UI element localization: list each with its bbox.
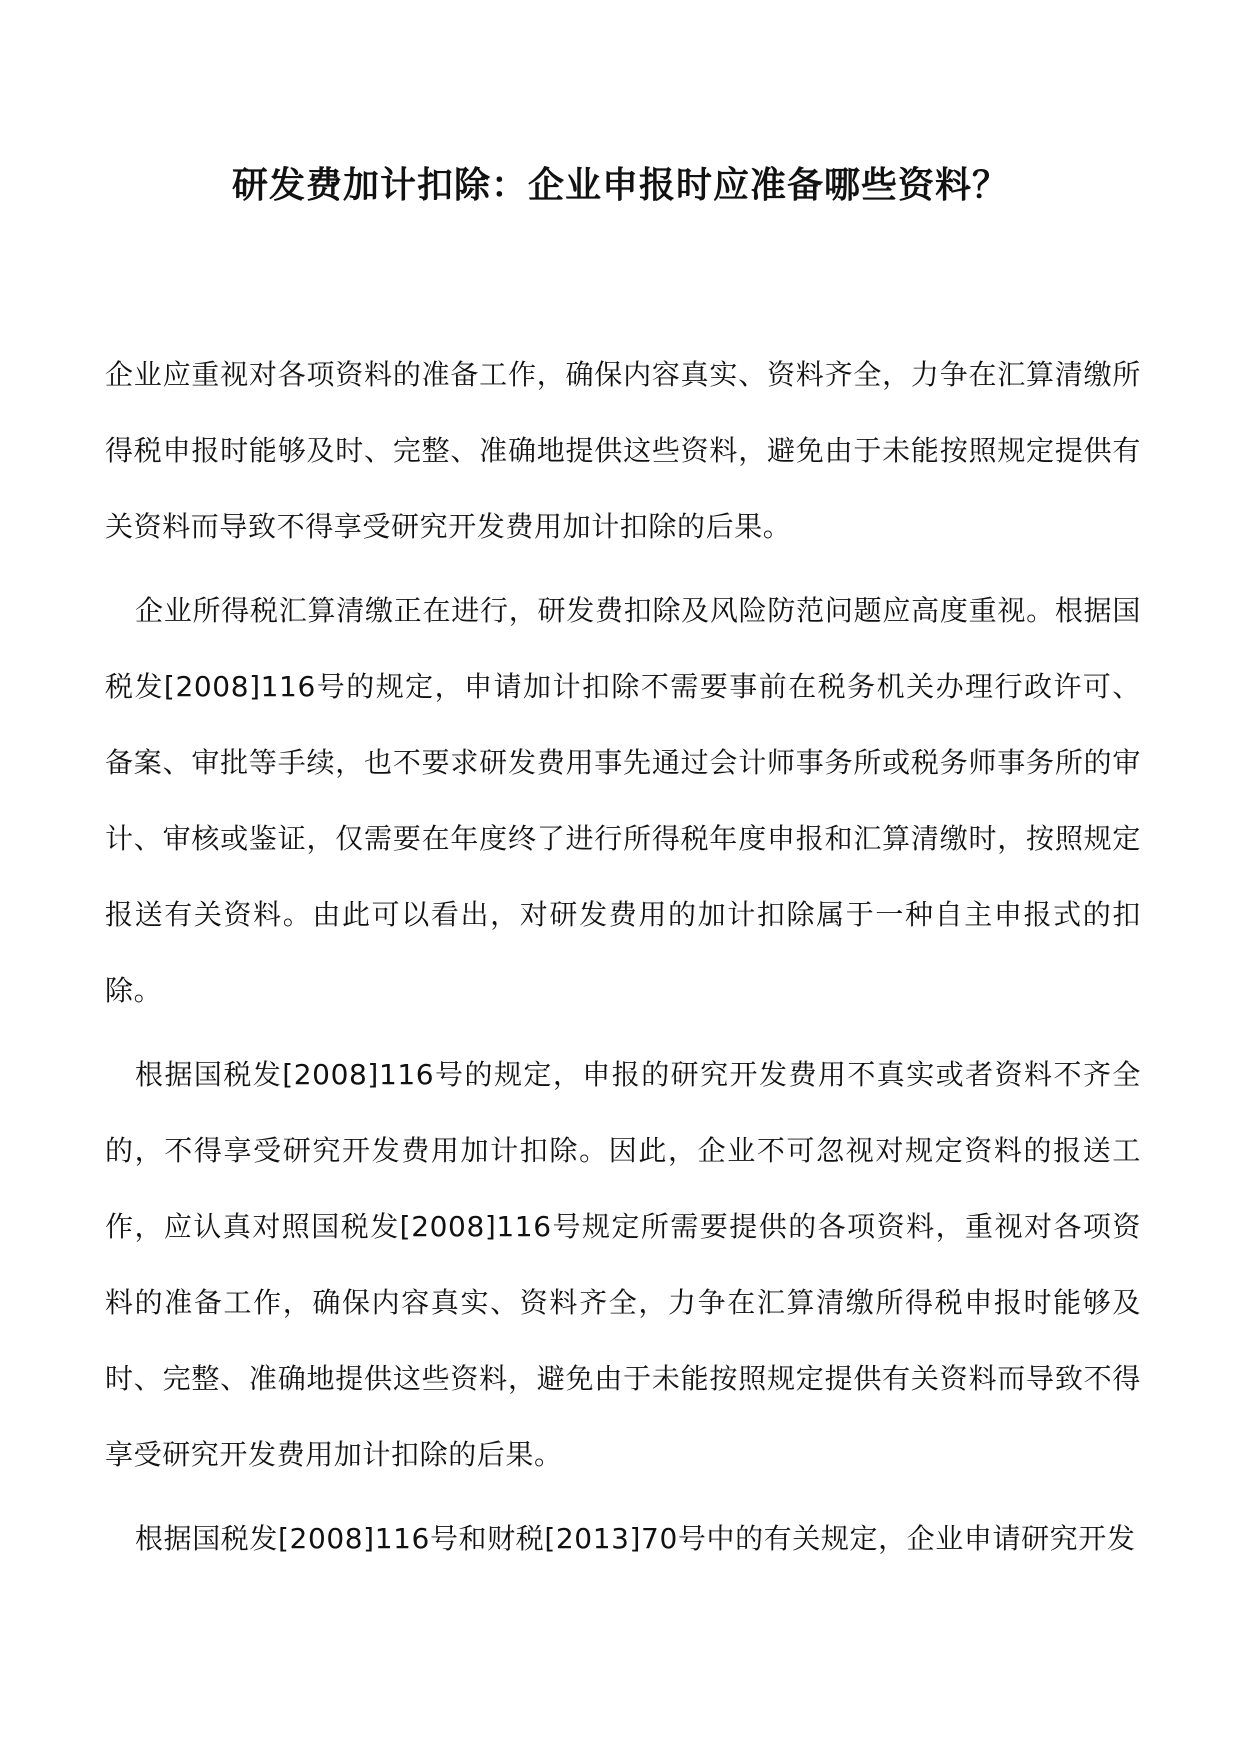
- document-title: 研发费加计扣除：企业申报时应准备哪些资料？: [231, 165, 1009, 206]
- paragraph-1: 企业应重视对各项资料的准备工作，确保内容真实、资料齐全，力争在汇算清缴所得税申报时能够及时、完整、准确地提供这些资料，避免由于未能按照规定提供有关资料而导致不得享受研究开发费用加计扣除的后果。: [105, 358, 1141, 543]
- paragraph-4: 根据国税发[2008]116号和财税[2013]70号中的有关规定，企业申请研究开发: [135, 1522, 1136, 1555]
- paragraph-2: 企业所得税汇算清缴正在进行，研发费扣除及风险防范问题应高度重视。根据国税发[2008]116号的规定，申请加计扣除不需要事前在税务机关办理行政许可、备案、审批等手续，也不要求研发费用事先通过会计师事务所或税务师事务所的审计、审核或鉴证，仅需要在年度终了进行所得税年度申报和汇算清缴时，按照规定报送有关资料。由此可以看出，对研发费用的加计扣除属于一种自主申报式的扣除。: [105, 594, 1141, 1007]
- paragraph-3: 根据国税发[2008]116号的规定，申报的研究开发费用不真实或者资料不齐全的，不得享受研究开发费用加计扣除。因此，企业不可忽视对规定资料的报送工作，应认真对照国税发[2008]116号规定所需要提供的各项资料，重视对各项资料的准备工作，确保内容真实、资料齐全，力争在汇算清缴所得税申报时能够及时、完整、准确地提供这些资料，避免由于未能按照规定提供有关资料而导致不得享受研究开发费用加计扣除的后果。: [105, 1058, 1141, 1471]
- document-body: [105, 337, 1141, 1585]
